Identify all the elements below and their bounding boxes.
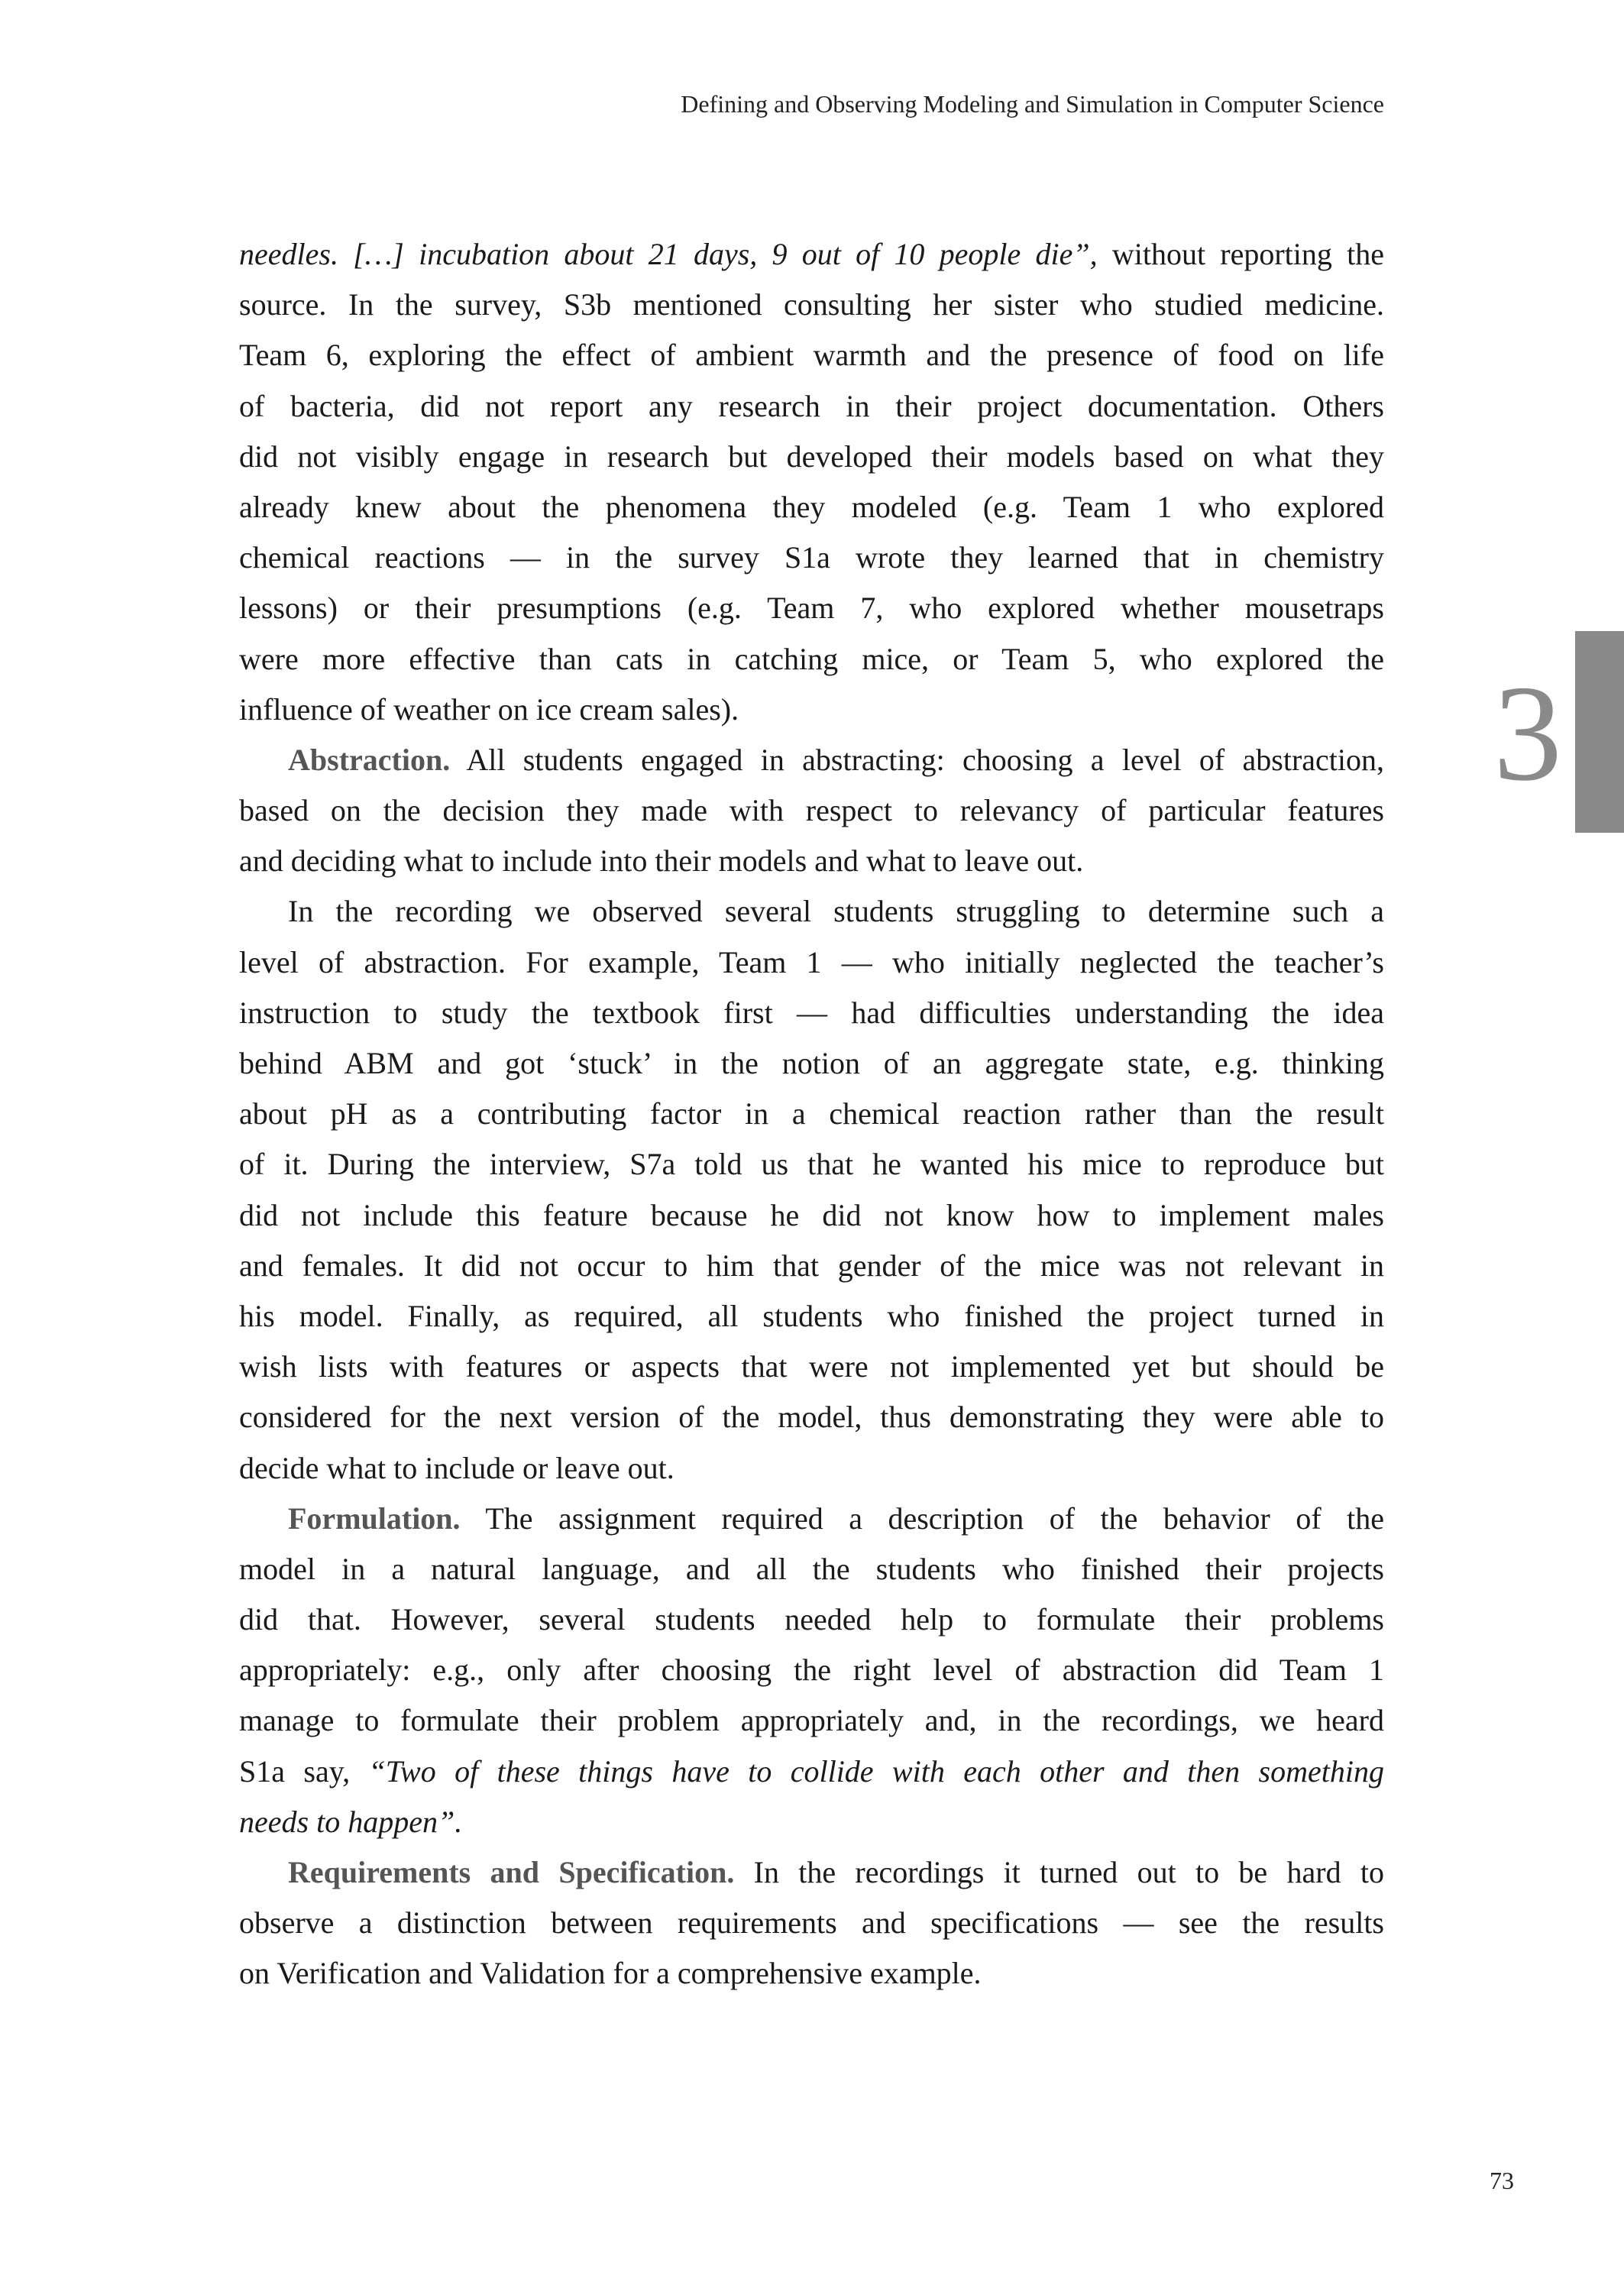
text-line xyxy=(239,1695,1384,1746)
text-run: manage to formulate their problem appropriately and, in the recordings, we heard xyxy=(239,1703,1384,1738)
text-run: Team 6, exploring the effect of ambient warmth and the presence of food on life xyxy=(239,338,1384,373)
text-run: about pH as a contributing factor in a chemical reaction rather than the result xyxy=(239,1096,1384,1131)
text-line xyxy=(239,1038,1384,1089)
text-run: considered for the next version of the model, thus demonstrating they were able to xyxy=(239,1400,1384,1435)
text-run: S1a say, xyxy=(239,1753,369,1789)
text-line xyxy=(239,1392,1384,1442)
text-run: behind ABM and got ‘stuck’ in the notion of an aggregate state, e.g. thinking xyxy=(239,1046,1384,1080)
text-line xyxy=(239,1898,1384,1948)
text-line xyxy=(239,785,1384,836)
text-run: instruction to study the textbook first — had difficulties understanding the idea xyxy=(239,995,1384,1030)
text-run: decide what to include or leave out. xyxy=(239,1450,675,1485)
text-line xyxy=(239,735,1384,785)
text-line xyxy=(239,1747,1384,1797)
text-line xyxy=(239,1291,1384,1342)
text-run: level of abstraction. For example, Team 1 — who initially neglected the teacher’s xyxy=(239,944,1384,979)
run-in-heading: Abstraction. xyxy=(288,742,451,777)
text-run: were more effective than cats in catching mice, or Team 5, who explored the xyxy=(239,641,1384,676)
body-text xyxy=(239,229,1384,1999)
running-header: Defining and Observing Modeling and Simulation in Computer Science xyxy=(681,90,1384,118)
text-line xyxy=(239,583,1384,633)
run-in-heading: Requirements and Specification. xyxy=(288,1855,735,1889)
text-run: of bacteria, did not report any research in their project documentation. Others xyxy=(239,388,1384,423)
text-run: In the recording we observed several students struggling to determine such a xyxy=(288,894,1384,929)
text-run: source. In the survey, S3b mentioned consulting her sister who studied medicine. xyxy=(239,287,1384,322)
text-run: based on the decision they made with respect to relevancy of particular features xyxy=(239,793,1384,828)
text-run: lessons) or their presumptions (e.g. Team 7, who explored whether mousetraps xyxy=(239,591,1384,626)
chapter-tab-marker xyxy=(1575,631,1624,833)
text-line xyxy=(239,886,1384,937)
text-run: of it. During the interview, S7a told us that he wanted his mice to reproduce but xyxy=(239,1147,1384,1182)
text-line xyxy=(239,634,1384,685)
text-line xyxy=(239,1190,1384,1241)
text-line xyxy=(239,836,1384,886)
text-line xyxy=(239,1645,1384,1695)
text-run: wish lists with features or aspects that were not implemented yet but should be xyxy=(239,1349,1384,1384)
text-line xyxy=(239,1948,1384,1999)
text-run: his model. Finally, as required, all students who finished the project turned in xyxy=(239,1298,1384,1333)
text-line xyxy=(239,1241,1384,1291)
text-line xyxy=(239,1847,1384,1898)
text-line xyxy=(239,1342,1384,1392)
text-run: and deciding what to include into their models and what to leave out. xyxy=(239,843,1084,879)
text-line xyxy=(239,533,1384,583)
text-run: influence of weather on ice cream sales). xyxy=(239,691,739,727)
run-in-heading: Formulation. xyxy=(288,1500,461,1536)
text-run: All students engaged in abstracting: choosing a level of abstraction, xyxy=(450,742,1384,777)
text-run: appropriately: e.g., only after choosing the right level of abstraction did Team 1 xyxy=(239,1653,1384,1688)
text-line xyxy=(239,330,1384,380)
chapter-number: 3 xyxy=(1493,657,1562,809)
text-run: on Verification and Validation for a comprehensive example. xyxy=(239,1956,982,1991)
text-run: already knew about the phenomena they modeled (e.g. Team 1 who explored xyxy=(239,489,1384,524)
italic-quote: needs to happen”. xyxy=(239,1804,463,1839)
text-line xyxy=(239,1544,1384,1594)
text-line xyxy=(239,1139,1384,1190)
italic-quote: needles. […] incubation about 21 days, 9 out of 10 people die”, xyxy=(239,237,1098,271)
text-line xyxy=(239,482,1384,533)
text-line xyxy=(239,937,1384,988)
italic-quote: “Two of these things have to collide with each other and then something xyxy=(368,1753,1384,1789)
text-line xyxy=(239,1443,1384,1494)
text-line xyxy=(239,1089,1384,1139)
text-line xyxy=(239,229,1384,280)
text-line xyxy=(239,1797,1384,1847)
text-line xyxy=(239,280,1384,330)
text-run: chemical reactions — in the survey S1a wrote they learned that in chemistry xyxy=(239,540,1384,575)
text-run: observe a distinction between requirements and specifications — see the results xyxy=(239,1905,1384,1941)
text-run: did not visibly engage in research but developed their models based on what they xyxy=(239,439,1384,474)
text-run: did not include this feature because he did not know how to implement males xyxy=(239,1197,1384,1232)
page-number: 73 xyxy=(1490,2167,1514,2194)
text-line xyxy=(239,432,1384,482)
text-line xyxy=(239,1494,1384,1544)
text-run: without reporting the xyxy=(1097,237,1384,271)
text-run: In the recordings it turned out to be hard to xyxy=(734,1855,1384,1889)
text-line xyxy=(239,685,1384,735)
text-line xyxy=(239,1594,1384,1645)
text-run: The assignment required a description of the behavior of the xyxy=(460,1500,1384,1536)
text-run: model in a natural language, and all the students who finished their projects xyxy=(239,1551,1384,1586)
text-run: did that. However, several students needed help to formulate their problems xyxy=(239,1602,1384,1637)
text-run: and females. It did not occur to him that gender of the mice was not relevant in xyxy=(239,1248,1384,1283)
text-line xyxy=(239,988,1384,1038)
text-line xyxy=(239,381,1384,432)
